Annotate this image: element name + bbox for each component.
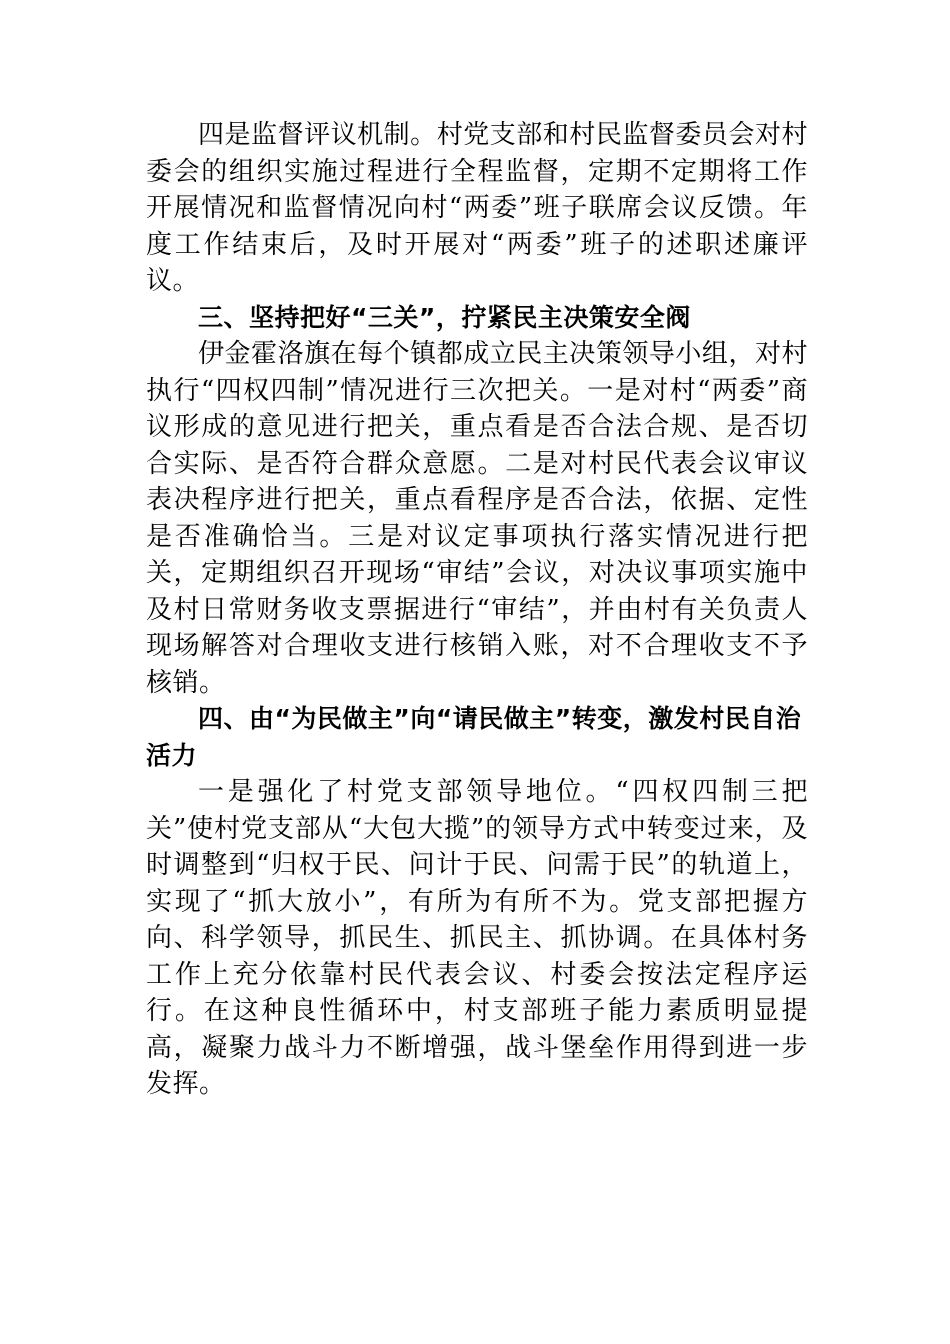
section-heading-villager-autonomy: 四、由“为民做主”向“请民做主”转变，激发村民自治活力 [146,704,802,770]
section-heading-three-checks: 三、坚持把好“三关”，拧紧民主决策安全阀 [198,302,691,332]
paragraph-decision-group: 伊金霍洛旗在每个镇都成立民主决策领导小组，对村执行“四权四制”情况进行三次把关。一是对村“两委”商议形成的意见进行把关，重点看是否合法合规、是否切合实际、是否符合群众意愿。二是对村民代表会议审议表决程序进行把关，重点看程序是否合法，依据、定性是否准确恰当。三是对议定事项执行落实情况进行把关，定期组织召开现场“审结”会议，对决议事项实施中及村日常财务收支票据进行“审结”，并由村有关负责人现场解答对合理收支进行核销入账，对不合理收支不予核销。 [146,339,808,698]
document-page [146,117,808,1103]
paragraph-supervision-mechanism: 四是监督评议机制。村党支部和村民监督委员会对村委会的组织实施过程进行全程监督，定期不定期将工作开展情况和监督情况向村“两委”班子联席会议反馈。年度工作结束后，及时开展对“两委”班子的述职述廉评议。 [146,120,808,296]
paragraph-party-leadership: 一是强化了村党支部领导地位。“四权四制三把关”使村党支部从“大包大揽”的领导方式中转变过来，及时调整到“归权于民、问计于民、问需于民”的轨道上，实现了“抓大放小”，有所为有所不为。党支部把握方向、科学领导，抓民生、抓民主、抓协调。在具体村务工作上充分依靠村民代表会议、村委会按法定程序运行。在这种良性循环中，村支部班子能力素质明显提高，凝聚力战斗力不断增强，战斗堡垒作用得到进一步发挥。 [146,777,808,1099]
